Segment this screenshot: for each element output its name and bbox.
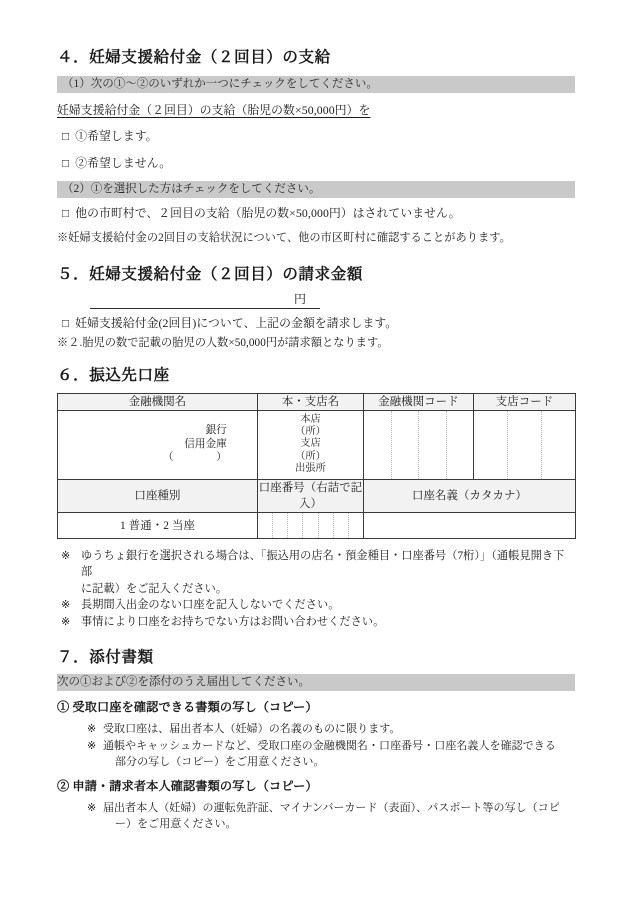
cell-bank-name[interactable] [58,410,258,479]
bank-suffix-other: （ ） [162,452,227,464]
checkbox-icon-claim-confirm[interactable]: □ [62,316,70,331]
bank-code-digit-grid[interactable] [364,411,473,479]
claim-confirm-label: 妊婦支援給付金(2回目)について、上記の金額を請求します。 [75,316,398,331]
branch-code-digit[interactable] [474,411,508,479]
table-header-row-1 [58,393,576,410]
section-7 [57,648,575,832]
account-number-digit-grid[interactable] [258,513,363,538]
header-bank-code: 金融機関コード [364,393,474,410]
account-number-digit[interactable] [349,513,363,538]
section-6 [57,366,575,630]
section-6-note-row [57,548,575,581]
section-6-notes [57,548,575,631]
attachment-item-1-title: ① 受取口座を確認できる書類の写し（コピー） [57,700,318,715]
attachment-item-1-note [57,721,575,737]
attachment-note-line-1: 通帳やキャッシュカードなど、受取口座の金融機関名・口座番号・口座名義人を確認できる [103,740,556,753]
section-7-heading: ７．添付書類 [57,649,154,667]
checkbox-icon-option-3[interactable]: □ [62,206,70,221]
claim-amount-row [57,291,575,309]
table-body-row-1 [58,410,576,479]
bank-account-table [57,393,576,539]
section-5-note: ※２.胎児の数で記載の胎児の人数×50,000円が請求額となります。 [57,337,389,350]
option-3-row[interactable] [57,205,575,223]
section-4-instruction-text-1: （1）次の①～②のいずれか一つにチェックをしてください。 [62,78,378,91]
header-account-number: 口座番号（右詰で記入） [258,479,364,512]
kome-icon: ※ [87,723,97,736]
branch-type-sho-2: （所） [295,450,326,462]
section-4-note: ※妊婦支援給付金の2回目の支給状況について、他の市区町村に確認することがあります。 [57,231,511,244]
claim-amount-unit-label: 円 [290,291,320,309]
bank-suffix-shinkin: 信用金庫 [184,438,227,450]
attachment-note-line-2: ー）をご用意ください。 [115,818,237,831]
branch-type-sho-1: （所） [295,425,326,437]
section-6-note-row [57,614,575,631]
section-6-note-text-cont: に記載）をご記入ください。 [81,582,228,595]
cell-account-type[interactable]: 1 普通・2 当座 [58,512,258,538]
kome-icon: ※ [61,615,71,628]
checkbox-icon-option-2[interactable]: □ [62,155,70,170]
option-3-label: 他の市町村で、２回目の支給（胎児の数×50,000円）はされていません。 [75,206,461,221]
bank-suffix-bank: 銀行 [205,425,227,437]
cell-bank-code[interactable] [364,410,474,479]
attachment-note-line-1: 届出者本人（妊婦）の運転免許証、マイナンバーカード（表面）、パスポート等の写し（コピ [103,802,560,815]
header-account-type: 口座種別 [58,479,258,512]
section-5 [57,265,575,352]
attachment-note-line-2: 部分の写し（コピー）をご用意ください。 [115,756,325,769]
section-4-instruction-band-2 [57,181,575,198]
option-1-label: ①希望します。 [75,128,158,143]
cell-branch-code[interactable] [474,410,576,479]
attachment-item-2-note [57,800,575,832]
section-4-heading: ４．妊婦支援給付金（２回目）の支給 [57,49,331,66]
account-number-digit[interactable] [273,513,288,538]
section-5-heading: ５．妊婦支援給付金（２回目）の請求金額 [57,266,363,284]
header-account-holder: 口座名義（カタカナ） [364,479,576,512]
claim-amount-input[interactable] [90,291,290,309]
section-6-note-text: ゆうちょ銀行を選択される場合は、「振込用の店名・預金種目・口座番号（7桁）」（通帳見開き下部 [81,549,565,579]
section-4 [57,48,575,247]
bank-code-digit[interactable] [447,411,474,479]
section-4-underline-heading-wrap [57,100,575,128]
section-4-instruction-text-2: （2）①を選択した方はチェックをしてください。 [62,183,321,196]
cell-account-holder[interactable] [364,512,576,538]
branch-code-digit[interactable] [542,411,575,479]
branch-type-honten: 本店 [300,413,321,425]
attachment-item-2-title: ② 申請・請求者本人確認書類の写し（コピー） [57,779,318,794]
branch-code-digit-grid[interactable] [474,411,575,479]
table-header-row-2 [58,479,576,512]
section-6-heading: ６．振込先口座 [57,367,170,385]
option-2-row[interactable] [57,155,575,173]
cell-branch-name[interactable] [258,410,364,479]
attachment-item-1-note-text [103,738,575,770]
attachment-item-1-note-text: 受取口座は、届出者本人（妊婦）の名義のものに限ります。 [103,723,401,736]
branch-type-shucchojo: 出張所 [295,463,326,475]
section-4-instruction-band-1 [57,76,575,93]
kome-icon: ※ [87,802,97,815]
bank-name-suffix-stack [58,411,257,479]
bank-code-digit[interactable] [364,411,392,479]
branch-code-digit[interactable] [508,411,542,479]
account-number-digit[interactable] [288,513,303,538]
account-number-digit[interactable] [303,513,318,538]
option-1-row[interactable] [57,128,575,146]
header-bank-name: 金融機関名 [58,393,258,410]
cell-account-number[interactable] [258,512,364,538]
claim-confirm-row[interactable] [57,315,575,333]
option-2-label: ②希望しません。 [75,155,172,170]
attachment-item-1-note [57,738,575,770]
kome-icon: ※ [61,599,71,612]
branch-type-shiten: 支店 [300,438,321,450]
kome-spacer [57,581,81,598]
account-number-digit[interactable] [334,513,349,538]
table-body-row-2 [58,512,576,538]
kome-icon: ※ [87,740,97,753]
section-6-note-row [57,597,575,614]
kome-icon: ※ [61,549,71,562]
bank-code-digit[interactable] [419,411,447,479]
header-branch-code: 支店コード [474,393,576,410]
attachment-item-2-note-text [103,800,575,832]
section-6-note-text: 事情により口座をお持ちでない方はお問い合わせください。 [81,615,385,628]
benefit-amount-heading: 妊婦支援給付金（２回目）の支給（胎児の数×50,000円）を [57,103,371,118]
header-branch-name: 本・支店名 [258,393,364,410]
account-number-digit[interactable] [258,513,273,538]
section-7-instruction-text: 次の①および②を添付のうえ届出してください。 [57,676,310,689]
section-6-note-row-cont [57,581,575,598]
section-7-instruction-band [57,674,575,691]
bank-code-digit[interactable] [392,411,420,479]
section-6-note-text: 長期間入出金のない口座を記入しないでください。 [81,599,340,612]
checkbox-icon-option-1[interactable]: □ [62,128,70,143]
account-number-digit[interactable] [319,513,334,538]
branch-type-stack [258,411,363,479]
